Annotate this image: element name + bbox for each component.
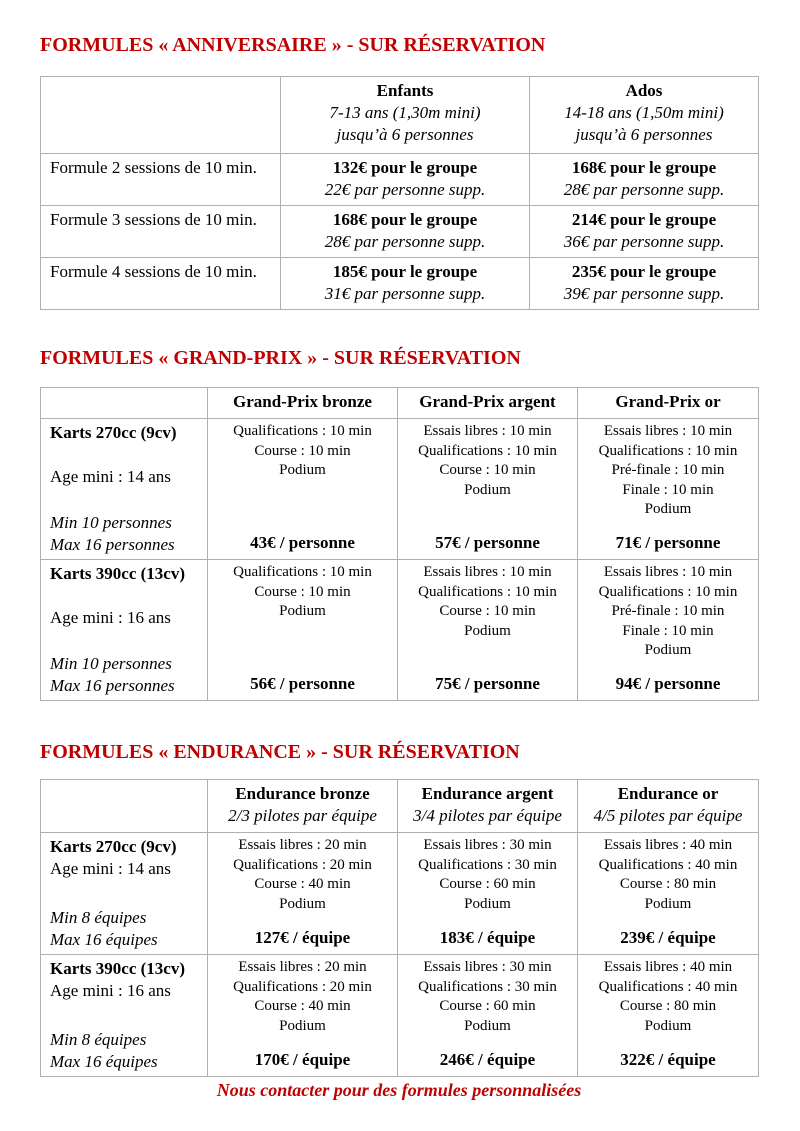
- kart-info-cell: [41, 955, 208, 1077]
- session-line: Course : 80 min: [619, 876, 717, 892]
- endurance-table: [40, 779, 759, 1077]
- bronze-header-cell: [208, 780, 398, 833]
- group-price: 185€ pour le groupe: [332, 262, 478, 281]
- enfants-age-range: 7-13 ans (1,30m mini): [329, 103, 481, 122]
- min-teams: Min 8 équipes: [50, 908, 147, 927]
- package-price: 75€ / personne: [435, 674, 540, 693]
- formula-label: Formule 4 sessions de 10 min.: [41, 258, 281, 310]
- package-price: 56€ / personne: [250, 674, 355, 693]
- session-line: Course : 80 min: [619, 998, 717, 1014]
- session-line: Podium: [644, 642, 692, 658]
- ados-header-cell: [530, 77, 759, 154]
- session-line: Pré-finale : 10 min: [611, 462, 725, 478]
- session-line: Qualifications : 10 min: [233, 564, 372, 580]
- session-line: Qualifications : 40 min: [598, 978, 738, 995]
- session-line: Qualifications : 30 min: [418, 978, 557, 995]
- session-line: Essais libres : 40 min: [603, 837, 733, 853]
- session-line: Podium: [464, 1017, 511, 1034]
- kart-model: Karts 390cc (13cv): [50, 959, 186, 978]
- session-line: Course : 60 min: [439, 998, 536, 1014]
- session-line: Essais libres : 10 min: [603, 423, 733, 439]
- session-line: Pré-finale : 10 min: [611, 603, 725, 619]
- pilots-per-team: 2/3 pilotes par équipe: [228, 806, 377, 825]
- section-title-anniversaire: FORMULES « ANNIVERSAIRE » - SUR RÉSERVATION: [40, 34, 546, 56]
- or-header-cell: [578, 780, 759, 833]
- group-price: 132€ pour le groupe: [332, 158, 478, 177]
- grand-prix-header-row: [41, 388, 759, 419]
- package-price: 246€ / équipe: [439, 1050, 536, 1069]
- session-line: Essais libres : 30 min: [423, 959, 552, 975]
- session-line: Qualifications : 10 min: [598, 442, 738, 459]
- max-participants: Max 16 personnes: [50, 535, 175, 554]
- table-row: [41, 955, 759, 1077]
- session-line: Essais libres : 10 min: [423, 564, 552, 580]
- kart-model: Karts 270cc (9cv): [50, 423, 177, 442]
- session-line: Course : 10 min: [254, 442, 351, 459]
- session-line: Podium: [279, 603, 326, 619]
- min-participants: Min 10 personnes: [50, 513, 172, 532]
- pilots-per-team: 3/4 pilotes par équipe: [413, 806, 562, 825]
- session-line: Podium: [464, 895, 511, 912]
- anniversaire-table: [40, 76, 759, 310]
- max-teams: Max 16 équipes: [50, 930, 158, 949]
- bronze-package-cell: [208, 833, 398, 955]
- session-line: Qualifications : 20 min: [233, 978, 372, 995]
- extra-person-price: 28€ par personne supp.: [324, 232, 486, 251]
- package-title: Endurance argent: [421, 784, 554, 803]
- package-price: 127€ / équipe: [254, 928, 351, 947]
- section-title-endurance: FORMULES « ENDURANCE » - SUR RÉSERVATION: [40, 741, 520, 763]
- kart-model: Karts 390cc (13cv): [50, 564, 186, 583]
- kart-info-cell: [41, 833, 208, 955]
- ados-group-size: jusqu’à 6 personnes: [575, 125, 713, 144]
- empty-header-cell: [41, 780, 208, 833]
- extra-person-price: 39€ par personne supp.: [563, 284, 725, 303]
- min-age: Age mini : 14 ans: [50, 467, 171, 486]
- argent-package-cell: [398, 955, 578, 1077]
- price-cell: [281, 206, 530, 258]
- session-line: Finale : 10 min: [622, 481, 714, 498]
- or-package-cell: [578, 560, 759, 701]
- table-row: [41, 206, 759, 258]
- bronze-package-cell: [208, 955, 398, 1077]
- ados-age-range: 14-18 ans (1,50m mini): [564, 103, 724, 122]
- bronze-package-cell: [208, 560, 398, 701]
- or-package-cell: [578, 955, 759, 1077]
- package-title: Endurance bronze: [235, 784, 370, 803]
- session-line: Podium: [464, 622, 511, 639]
- enfants-group-size: jusqu’à 6 personnes: [336, 125, 474, 144]
- price-cell: [530, 206, 759, 258]
- package-price: 94€ / personne: [615, 674, 721, 693]
- session-line: Course : 10 min: [439, 603, 536, 619]
- bronze-package-cell: [208, 419, 398, 560]
- min-age: Age mini : 16 ans: [50, 608, 171, 627]
- package-price: 71€ / personne: [615, 533, 721, 552]
- kart-info-cell: [41, 419, 208, 560]
- package-price: 322€ / équipe: [620, 1050, 716, 1069]
- argent-package-cell: [398, 419, 578, 560]
- empty-header-cell: [41, 388, 208, 419]
- extra-person-price: 36€ par personne supp.: [563, 232, 725, 251]
- price-cell: [530, 154, 759, 206]
- session-line: Qualifications : 20 min: [233, 856, 372, 873]
- session-line: Qualifications : 10 min: [598, 583, 738, 600]
- extra-person-price: 22€ par personne supp.: [324, 180, 486, 199]
- table-row: [41, 154, 759, 206]
- session-line: Podium: [279, 895, 326, 912]
- group-price: 214€ pour le groupe: [571, 210, 717, 229]
- package-price: 57€ / personne: [435, 533, 540, 552]
- enfants-header-cell: [281, 77, 530, 154]
- contact-note: Nous contacter pour des formules personnalisées: [216, 1080, 582, 1100]
- min-teams: Min 8 équipes: [50, 1030, 147, 1049]
- argent-header-cell: [398, 780, 578, 833]
- price-cell: [530, 258, 759, 310]
- group-price: 168€ pour le groupe: [571, 158, 717, 177]
- session-line: Essais libres : 10 min: [603, 564, 733, 580]
- session-line: Qualifications : 40 min: [598, 856, 738, 873]
- session-line: Essais libres : 30 min: [423, 837, 552, 853]
- package-title: Endurance or: [617, 784, 719, 803]
- table-row: [41, 833, 759, 955]
- price-cell: [281, 154, 530, 206]
- or-header-cell: Grand-Prix or: [578, 388, 759, 419]
- or-package-cell: [578, 833, 759, 955]
- session-line: Qualifications : 10 min: [233, 423, 372, 439]
- extra-person-price: 28€ par personne supp.: [563, 180, 725, 199]
- grand-prix-table: [40, 387, 759, 701]
- formula-label: Formule 3 sessions de 10 min.: [41, 206, 281, 258]
- enfants-column-title: Enfants: [376, 81, 434, 100]
- min-age: Age mini : 16 ans: [50, 981, 171, 1000]
- session-line: Qualifications : 10 min: [418, 583, 557, 600]
- table-row: [41, 258, 759, 310]
- max-participants: Max 16 personnes: [50, 676, 175, 695]
- endurance-header-row: [41, 780, 759, 833]
- argent-header-cell: Grand-Prix argent: [398, 388, 578, 419]
- formula-label: Formule 2 sessions de 10 min.: [41, 154, 281, 206]
- group-price: 235€ pour le groupe: [571, 262, 717, 281]
- session-line: Qualifications : 10 min: [418, 442, 557, 459]
- session-line: Podium: [464, 481, 511, 498]
- min-age: Age mini : 14 ans: [50, 859, 171, 878]
- session-line: Course : 40 min: [254, 998, 351, 1014]
- session-line: Course : 60 min: [439, 876, 536, 892]
- session-line: Finale : 10 min: [622, 622, 714, 639]
- session-line: Podium: [279, 462, 326, 478]
- session-line: Course : 40 min: [254, 876, 351, 892]
- session-line: Course : 10 min: [439, 462, 536, 478]
- session-line: Essais libres : 10 min: [423, 423, 552, 439]
- session-line: Podium: [644, 895, 692, 912]
- package-price: 43€ / personne: [250, 533, 355, 552]
- session-line: Course : 10 min: [254, 583, 351, 600]
- argent-package-cell: [398, 833, 578, 955]
- package-price: 170€ / équipe: [254, 1050, 351, 1069]
- kart-info-cell: [41, 560, 208, 701]
- kart-model: Karts 270cc (9cv): [50, 837, 177, 856]
- table-row: [41, 419, 759, 560]
- session-line: Podium: [644, 501, 692, 517]
- session-line: Essais libres : 40 min: [603, 959, 733, 975]
- anniversaire-header-row: [41, 77, 759, 154]
- session-line: Podium: [644, 1017, 692, 1034]
- section-title-grand-prix: FORMULES « GRAND-PRIX » - SUR RÉSERVATION: [40, 347, 521, 369]
- pilots-per-team: 4/5 pilotes par équipe: [593, 806, 743, 825]
- extra-person-price: 31€ par personne supp.: [324, 284, 486, 303]
- price-cell: [281, 258, 530, 310]
- or-package-cell: [578, 419, 759, 560]
- session-line: Qualifications : 30 min: [418, 856, 557, 873]
- table-row: [41, 560, 759, 701]
- ados-column-title: Ados: [625, 81, 663, 100]
- argent-package-cell: [398, 560, 578, 701]
- session-line: Essais libres : 20 min: [238, 837, 367, 853]
- session-line: Podium: [279, 1017, 326, 1034]
- bronze-header-cell: Grand-Prix bronze: [208, 388, 398, 419]
- max-teams: Max 16 équipes: [50, 1052, 158, 1071]
- group-price: 168€ pour le groupe: [332, 210, 478, 229]
- package-price: 239€ / équipe: [620, 928, 716, 947]
- package-price: 183€ / équipe: [439, 928, 536, 947]
- session-line: Essais libres : 20 min: [238, 959, 367, 975]
- min-participants: Min 10 personnes: [50, 654, 172, 673]
- empty-header-cell: [41, 77, 281, 154]
